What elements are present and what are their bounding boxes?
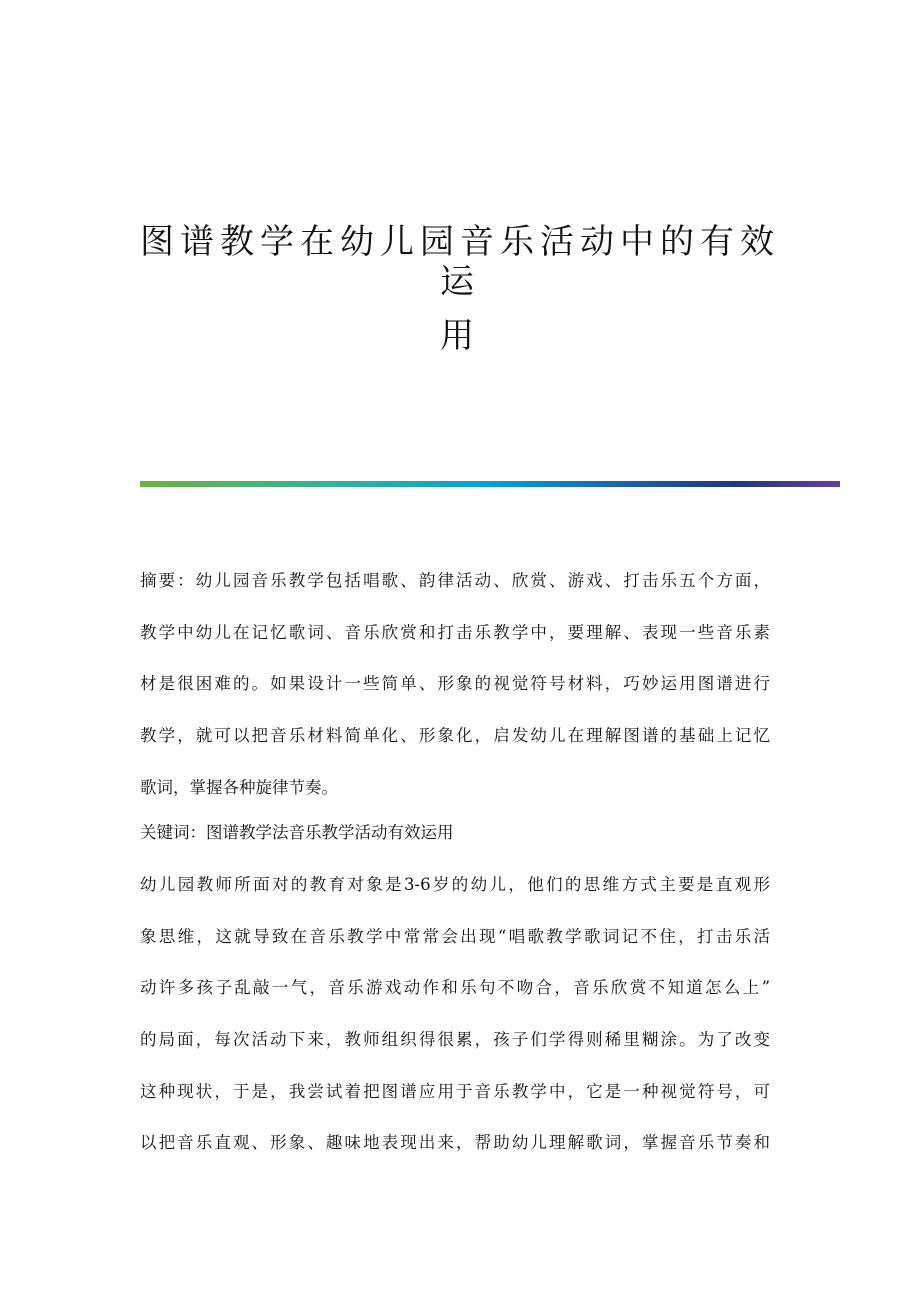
keywords-line: 关键词：图谱教学法音乐教学活动有效运用 xyxy=(140,823,454,842)
abstract-line: 摘要：幼儿园音乐教学包括唱歌、韵律活动、欣赏、游戏、打击乐五个方面， xyxy=(140,571,770,590)
body-line: 这种现状，于是，我尝试着把图谱应用于音乐教学中，它是一种视觉符号，可 xyxy=(140,1081,770,1101)
document-title-line-1: 图谱教学在幼儿园音乐活动中的有效运 xyxy=(140,222,780,302)
body-paragraph xyxy=(140,870,770,1180)
abstract-line: 歌词，掌握各种旋律节奏。 xyxy=(140,777,338,797)
abstract-paragraph xyxy=(140,566,770,824)
gradient-divider xyxy=(140,481,840,487)
abstract-line: 材是很困难的。如果设计一些简单、形象的视觉符号材料，巧妙运用图谱进行 xyxy=(140,674,770,694)
abstract-line: 教学中幼儿在记忆歌词、音乐欣赏和打击乐教学中，要理解、表现一些音乐素 xyxy=(140,622,770,642)
abstract-line: 教学，就可以把音乐材料简单化、形象化，启发幼儿在理解图谱的基础上记忆 xyxy=(140,726,770,746)
body-line: 象思维，这就导致在音乐教学中常常会出现“唱歌教学歌词记不住，打击乐活 xyxy=(140,926,770,946)
document-title-line-2: 用 xyxy=(440,316,480,356)
body-line: 的局面，每次活动下来，教师组织得很累，孩子们学得则稀里糊涂。为了改变 xyxy=(140,1030,770,1050)
body-line: 幼儿园教师所面对的教育对象是3-6岁的幼儿，他们的思维方式主要是直观形 xyxy=(140,875,770,894)
body-line: 以把音乐直观、形象、趣味地表现出来，帮助幼儿理解歌词，掌握音乐节奏和 xyxy=(140,1133,770,1153)
keywords-paragraph xyxy=(140,818,770,870)
body-line: 动许多孩子乱敲一气，音乐游戏动作和乐句不吻合，音乐欣赏不知道怎么上” xyxy=(140,978,770,998)
